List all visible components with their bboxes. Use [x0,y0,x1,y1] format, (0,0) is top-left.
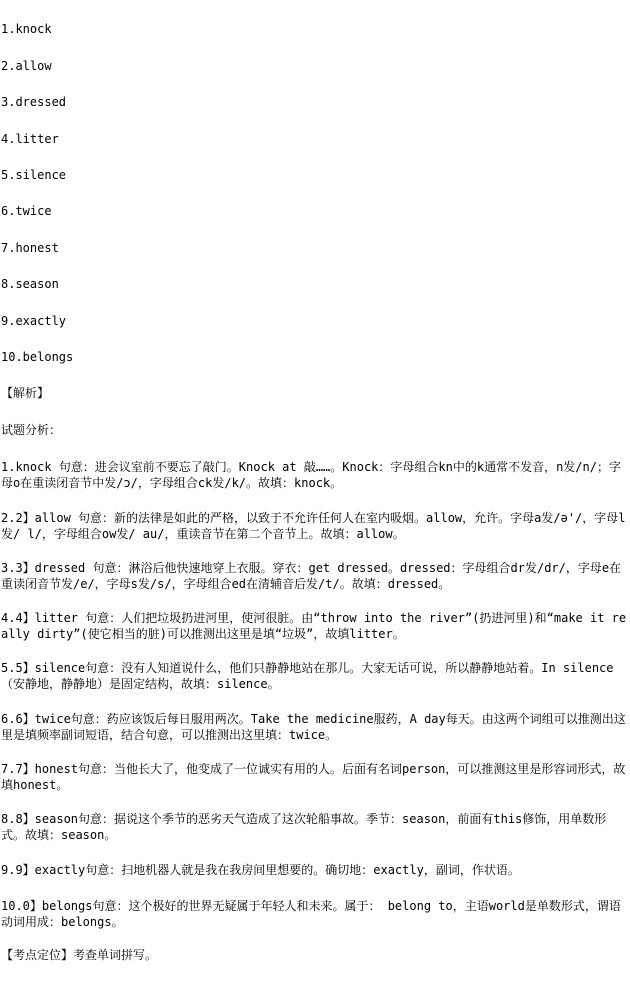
answer-item: 5.silence [1,168,67,182]
explanation-item: 7.7】honest句意：当他长大了，他变成了一位诚实有用的人。后面有名词person，可以推测这里是形容词形式，故填honest。 [1,762,626,792]
explanation-item: 9.9】exactly句意：扫地机器人就是我在我房间里想要的。确切地：exactly，副词，作状语。 [1,863,520,877]
key-point: 【考点定位】考查单词拼写。 [1,948,158,962]
answer-item: 7.honest [1,241,59,255]
analysis-heading: 【解析】 [1,386,50,400]
explanation-item: 4.4】litter 句意：人们把垃圾扔进河里，使河很脏。由“throw into the river”(扔进河里)和“make it really dirty”(使它相当的脏)可以推测出这里是填“垃圾”，故填litter。 [1,611,627,641]
analysis-intro: 试题分析： [1,423,62,437]
explanation-item: 3.3】dressed 句意：淋浴后他快速地穿上衣服。穿衣：get dressed。dressed：字母组合dr发/dr/，字母e在重读闭音节发/e/，字母s发/s/，字母组合ed在清辅音后发/t/。故填：dressed。 [1,561,622,591]
answer-item: 8.season [1,277,59,291]
explanation-item: 1.knock 句意：进会议室前不要忘了敲门。Knock at 敲……。Knock：字母组合kn中的k通常不发音，n发/n/；字母o在重读闭音节中发/ɔ/，字母组合ck发/k/。故填：knock。 [1,460,621,490]
explanation-item: 10.0】belongs句意：这个极好的世界无疑属于年轻人和未来。属于： belong to，主语world是单数形式，谓语动词用成：belongs。 [1,899,621,929]
answer-item: 6.twice [1,204,52,218]
answer-item: 2.allow [1,59,52,73]
answer-item: 4.litter [1,132,59,146]
answer-item: 9.exactly [1,314,67,328]
answer-item: 1.knock [1,22,52,36]
answer-item: 10.belongs [1,350,74,364]
explanation-item: 5.5】silence句意：没有人知道说什么，他们只静静地站在那儿。大家无话可说，所以静静地站着。In silence（安静地，静静地）是固定结构，故填：silence。 [1,661,614,691]
explanation-item: 2.2】allow 句意：新的法律是如此的严格，以致于不允许任何人在室内吸烟。allow，允许。字母a发/ə'/，字母l发/ l/，字母组合ow发/ au/，重读音节在第二个音节上。故填：allow。 [1,511,626,541]
explanation-item: 8.8】season句意：据说这个季节的恶劣天气造成了这次轮船事故。季节：season，前面有this修饰，用单数形式。故填：season。 [1,812,607,842]
answer-item: 3.dressed [1,95,67,109]
explanation-item: 6.6】twice句意：药应该饭后每日服用两次。Take the medicine服药，A day每天。由这两个词组可以推测出这里是填频率副词短语，结合句意，可以推测出这里填：twice。 [1,712,626,742]
